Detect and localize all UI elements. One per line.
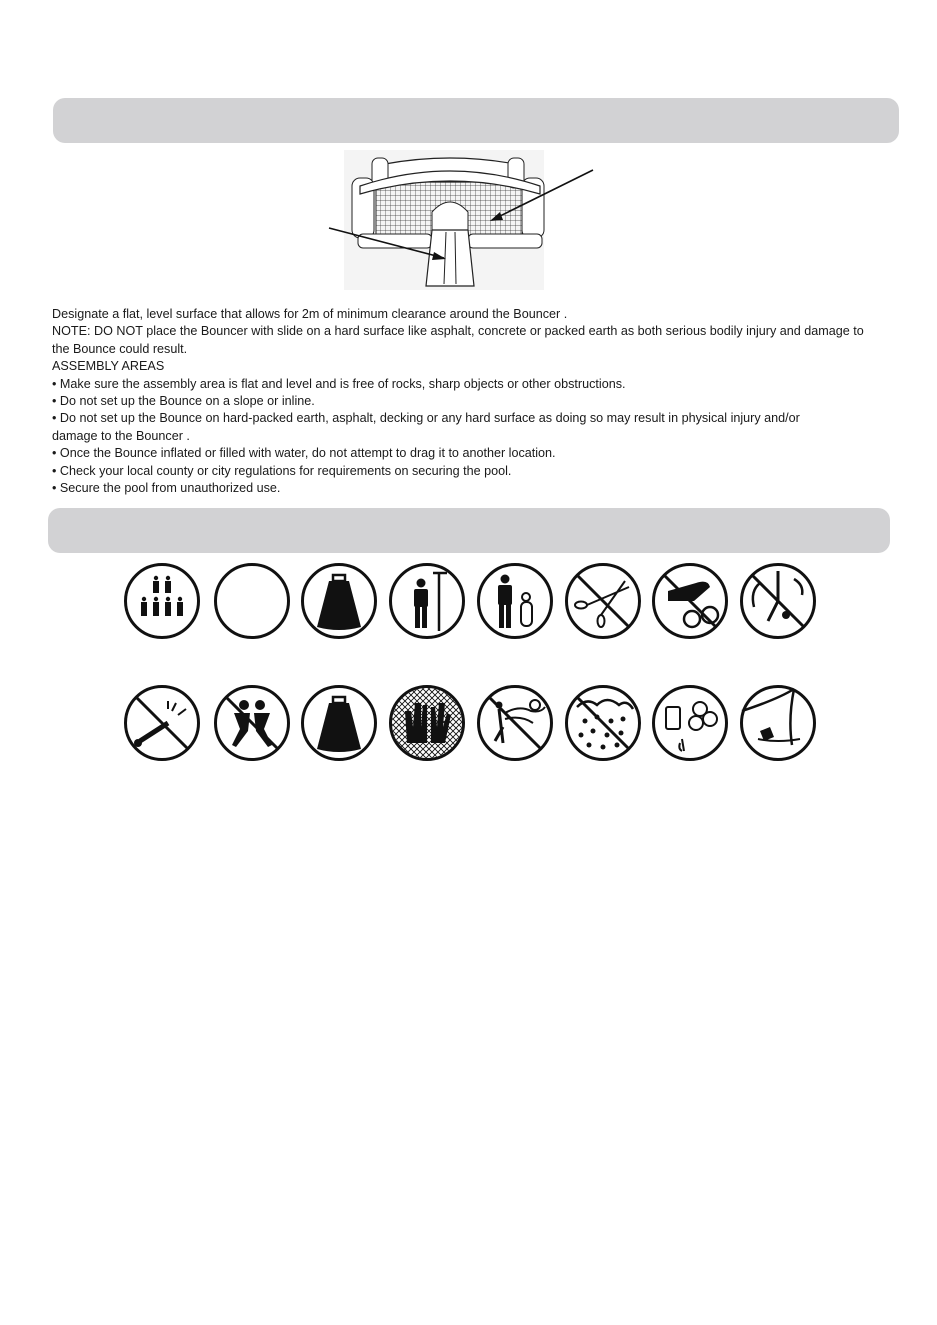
no-diving-icon [122, 683, 202, 763]
blank-circle-icon [212, 561, 292, 641]
intro-line: Designate a flat, level surface that allows for 2m of minimum clearance around the Bouncer . [52, 307, 568, 321]
weight-limit-icon [299, 561, 379, 641]
assembly-bullet-3b: damage to the Bouncer . [52, 428, 190, 443]
no-strong-wind-icon [475, 683, 555, 763]
electrical-blower-icon [650, 683, 730, 763]
section-header-bar-1 [53, 98, 899, 143]
no-sharp-objects-icon [563, 561, 643, 641]
adult-supervision-icon [475, 561, 555, 641]
no-shoes-glasses-icon [650, 561, 730, 641]
no-flips-icon [738, 561, 818, 641]
no-climbing-net-icon [387, 683, 467, 763]
assembly-bullet-4: • Once the Bounce inflated or filled with water, do not attempt to drag it to another location. [52, 446, 556, 461]
weight-limit-icon [299, 683, 379, 763]
instructions-text [52, 306, 912, 497]
assembly-bullet-2: • Do not set up the Bounce on a slope or inline. [52, 394, 315, 409]
assembly-bullet-5: • Check your local county or city regulations for requirements on securing the pool. [52, 463, 512, 478]
assembly-bullet-6: • Secure the pool from unauthorized use. [52, 481, 281, 496]
assembly-bullet-3a: • Do not set up the Bounce on hard-packed earth, asphalt, decking or any hard surface as doing so may result in physical injury and/or [52, 411, 800, 426]
assembly-heading: ASSEMBLY AREAS [52, 359, 165, 374]
note-line-1: NOTE: DO NOT place the Bouncer with slide on a hard surface like asphalt, concrete or packed earth as both serious bodily injury and damage to [52, 324, 864, 339]
no-rain-storm-icon [563, 683, 643, 763]
no-rough-play-icon [212, 683, 292, 763]
anchor-stake-icon [738, 683, 818, 763]
assembly-bullet-1: • Make sure the assembly area is flat and level and is free of rocks, sharp objects or other obstructions. [52, 376, 626, 391]
bouncer-illustration [0, 150, 937, 300]
note-line-2: the Bounce could result. [52, 341, 188, 356]
section-header-bar-2 [48, 508, 890, 553]
group-capacity-icon [122, 561, 202, 641]
height-limit-icon [387, 561, 467, 641]
